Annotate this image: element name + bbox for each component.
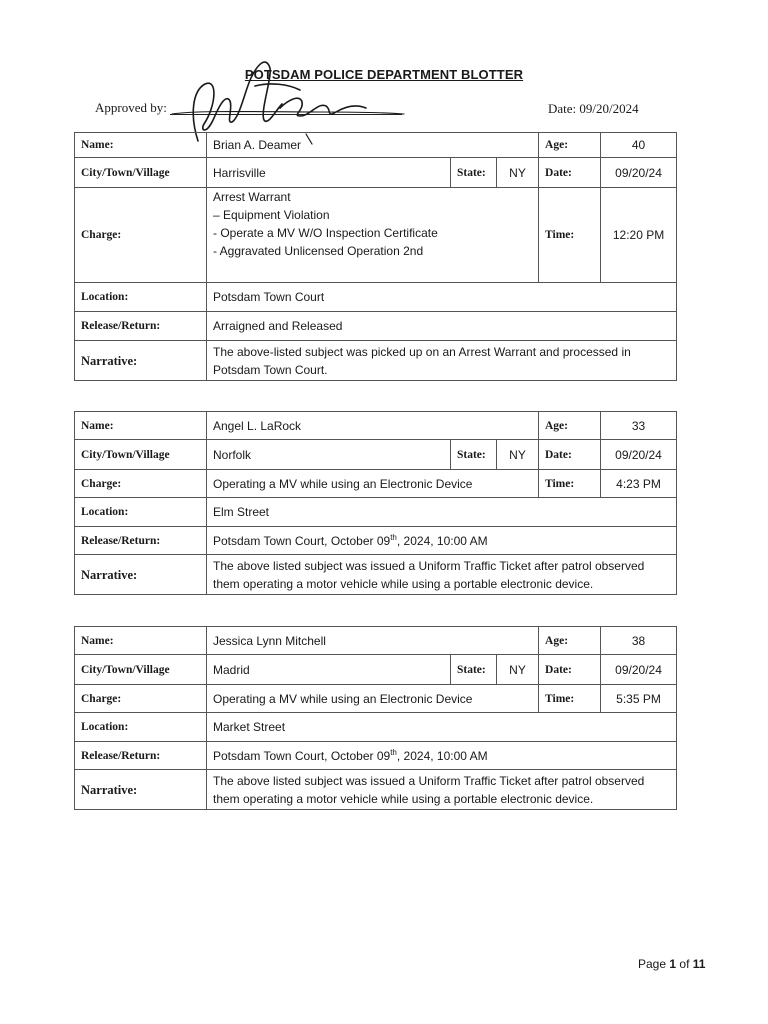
- incident-date: 09/20/24: [601, 655, 677, 685]
- age-label: Age:: [539, 627, 601, 655]
- location-label: Location:: [75, 713, 207, 742]
- release-info: Potsdam Town Court, October 09th, 2024, 10:00 AM: [207, 527, 677, 555]
- name-label: Name:: [75, 627, 207, 655]
- state-label: State:: [451, 655, 497, 685]
- city-label: City/Town/Village: [75, 655, 207, 685]
- name-label: Name:: [75, 133, 207, 158]
- narrative-label: Narrative:: [75, 555, 207, 595]
- charge-label: Charge:: [75, 470, 207, 498]
- incident-time: 12:20 PM: [601, 188, 677, 283]
- page-number: Page 1 of 11: [638, 957, 706, 971]
- charge-item: – Equipment Violation: [213, 208, 330, 222]
- subject-city: Harrisville: [207, 158, 451, 188]
- charge-item: - Operate a MV W/O Inspection Certificate: [213, 226, 438, 240]
- release-label: Release/Return:: [75, 742, 207, 770]
- location-label: Location:: [75, 498, 207, 527]
- city-label: City/Town/Village: [75, 440, 207, 470]
- state-label: State:: [451, 440, 497, 470]
- narrative-label: Narrative:: [75, 770, 207, 810]
- subject-name: Brian A. Deamer: [207, 133, 539, 158]
- time-label: Time:: [539, 685, 601, 713]
- subject-age: 33: [601, 412, 677, 440]
- page-title: POTSDAM POLICE DEPARTMENT BLOTTER: [244, 67, 524, 82]
- release-info: Arraigned and Released: [207, 312, 677, 341]
- time-label: Time:: [539, 470, 601, 498]
- narrative-text: The above-listed subject was picked up on an Arrest Warrant and processed in Potsdam Town Court.: [207, 341, 677, 381]
- subject-state: NY: [497, 158, 539, 188]
- charge-item: Arrest Warrant: [213, 190, 291, 204]
- incident-time: 4:23 PM: [601, 470, 677, 498]
- charge-label: Charge:: [75, 188, 207, 283]
- narrative-label: Narrative:: [75, 341, 207, 381]
- charge-text: Operating a MV while using an Electronic Device: [207, 470, 539, 498]
- approved-by-label: Approved by:: [95, 100, 167, 115]
- subject-state: NY: [497, 440, 539, 470]
- charge-text: Operating a MV while using an Electronic Device: [207, 685, 539, 713]
- name-label: Name:: [75, 412, 207, 440]
- date-label: Date:: [539, 440, 601, 470]
- charge-item: - Aggravated Unlicensed Operation 2nd: [213, 244, 424, 258]
- blotter-record: [74, 132, 677, 381]
- incident-time: 5:35 PM: [601, 685, 677, 713]
- time-label: Time:: [539, 188, 601, 283]
- subject-name: Angel L. LaRock: [207, 412, 539, 440]
- charge-label: Charge:: [75, 685, 207, 713]
- age-label: Age:: [539, 133, 601, 158]
- charge-list: [207, 188, 539, 283]
- date-label: Date:: [539, 655, 601, 685]
- blotter-record: [74, 411, 677, 595]
- release-label: Release/Return:: [75, 527, 207, 555]
- location-label: Location:: [75, 283, 207, 312]
- document-date: Date: 09/20/2024: [548, 101, 639, 116]
- state-label: State:: [451, 158, 497, 188]
- narrative-text: The above listed subject was issued a Uniform Traffic Ticket after patrol observed them operating a motor vehicle while using a portable electronic device.: [207, 555, 677, 595]
- date-label: Date:: [539, 158, 601, 188]
- subject-age: 40: [601, 133, 677, 158]
- subject-state: NY: [497, 655, 539, 685]
- subject-city: Norfolk: [207, 440, 451, 470]
- narrative-text: The above listed subject was issued a Uniform Traffic Ticket after patrol observed them operating a motor vehicle while using a portable electronic device.: [207, 770, 677, 810]
- subject-age: 38: [601, 627, 677, 655]
- release-label: Release/Return:: [75, 312, 207, 341]
- age-label: Age:: [539, 412, 601, 440]
- city-label: City/Town/Village: [75, 158, 207, 188]
- subject-name: Jessica Lynn Mitchell: [207, 627, 539, 655]
- incident-date: 09/20/24: [601, 158, 677, 188]
- incident-date: 09/20/24: [601, 440, 677, 470]
- incident-location: Potsdam Town Court: [207, 283, 677, 312]
- incident-location: Elm Street: [207, 498, 677, 527]
- incident-location: Market Street: [207, 713, 677, 742]
- blotter-record: [74, 626, 677, 810]
- release-info: Potsdam Town Court, October 09th, 2024, 10:00 AM: [207, 742, 677, 770]
- subject-city: Madrid: [207, 655, 451, 685]
